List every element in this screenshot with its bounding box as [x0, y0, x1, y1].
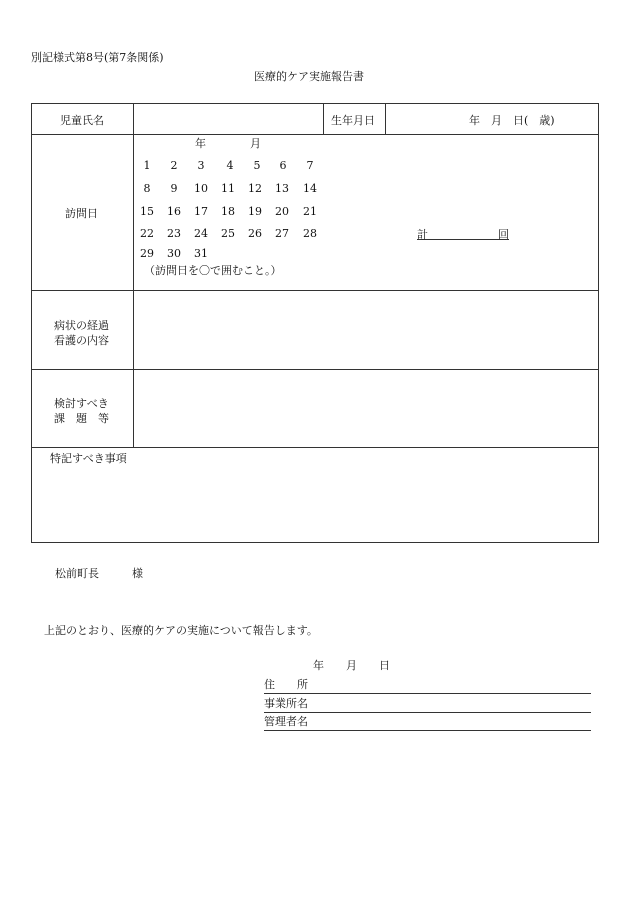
- calendar-day[interactable]: 9: [170, 182, 178, 195]
- row-divider: [32, 369, 598, 370]
- birth-value-divider: [385, 104, 386, 134]
- calendar-day[interactable]: 7: [306, 159, 314, 172]
- birth-date-field[interactable]: 年 月 日( 歳): [469, 114, 555, 127]
- special-notes-label: 特記すべき事項: [50, 452, 127, 465]
- condition-label-1: 病状の経過: [54, 319, 109, 332]
- calendar-day[interactable]: 27: [275, 227, 289, 240]
- document-title: 医療的ケア実施報告書: [254, 70, 364, 83]
- calendar-day[interactable]: 10: [194, 182, 208, 195]
- calendar-day[interactable]: 31: [194, 247, 208, 260]
- calendar-day[interactable]: 2: [170, 159, 178, 172]
- calendar-day[interactable]: 21: [303, 205, 317, 218]
- condition-field[interactable]: [138, 294, 593, 364]
- calendar-day[interactable]: 12: [248, 182, 262, 195]
- condition-label-2: 看護の内容: [54, 334, 109, 347]
- total-label: 計: [417, 228, 428, 241]
- row-divider: [32, 290, 598, 291]
- birth-date-label: 生年月日: [331, 114, 375, 127]
- calendar-day[interactable]: 16: [167, 205, 181, 218]
- addressee: 松前町長 様: [55, 567, 143, 580]
- total-visits: [417, 226, 509, 240]
- report-date[interactable]: 年 月 日: [313, 659, 390, 672]
- row-divider: [32, 447, 598, 448]
- calendar-day[interactable]: 18: [221, 205, 235, 218]
- calendar-day[interactable]: 23: [167, 227, 181, 240]
- calendar-day[interactable]: 26: [248, 227, 262, 240]
- calendar-day[interactable]: 22: [140, 227, 154, 240]
- manager-name-label: 管理者名: [264, 715, 308, 728]
- calendar-day[interactable]: 25: [221, 227, 235, 240]
- special-notes-field[interactable]: [40, 466, 590, 536]
- child-name-label: 児童氏名: [60, 114, 104, 127]
- calendar-day[interactable]: 5: [253, 159, 261, 172]
- issues-label-1: 検討すべき: [54, 397, 109, 410]
- office-name-field[interactable]: [264, 695, 591, 713]
- calendar-note: （訪問日を〇で囲むこと。）: [144, 264, 282, 277]
- visit-date-label: 訪問日: [65, 207, 98, 220]
- issues-field[interactable]: [138, 373, 593, 443]
- calendar-day[interactable]: 3: [197, 159, 205, 172]
- calendar-day[interactable]: 14: [303, 182, 317, 195]
- calendar-day[interactable]: 28: [303, 227, 317, 240]
- label-column-divider: [133, 104, 134, 447]
- calendar-day[interactable]: 11: [221, 182, 235, 195]
- report-statement: 上記のとおり、医療的ケアの実施について報告します。: [44, 624, 318, 637]
- visit-year-month: 年 月: [195, 137, 261, 150]
- calendar-day[interactable]: 8: [143, 182, 151, 195]
- office-name-label: 事業所名: [264, 697, 308, 710]
- row-divider: [32, 134, 598, 135]
- calendar-day[interactable]: 4: [226, 159, 234, 172]
- address-label: 住 所: [264, 678, 308, 691]
- calendar-day[interactable]: 15: [140, 205, 154, 218]
- calendar-day[interactable]: 20: [275, 205, 289, 218]
- calendar-day[interactable]: 17: [194, 205, 208, 218]
- child-name-field[interactable]: [140, 112, 316, 126]
- calendar-day[interactable]: 24: [194, 227, 208, 240]
- total-unit: 回: [498, 228, 509, 241]
- manager-name-field[interactable]: [264, 713, 591, 731]
- calendar-day[interactable]: 13: [275, 182, 289, 195]
- form-number: 別記様式第8号(第7条関係): [31, 51, 164, 64]
- calendar-day[interactable]: 1: [143, 159, 151, 172]
- name-birth-divider: [323, 104, 324, 134]
- calendar-day[interactable]: 30: [167, 247, 181, 260]
- calendar-day[interactable]: 19: [248, 205, 262, 218]
- issues-label-2: 課 題 等: [54, 412, 109, 425]
- calendar-day[interactable]: 6: [279, 159, 287, 172]
- calendar-day[interactable]: 29: [140, 247, 154, 260]
- address-field[interactable]: [264, 676, 591, 694]
